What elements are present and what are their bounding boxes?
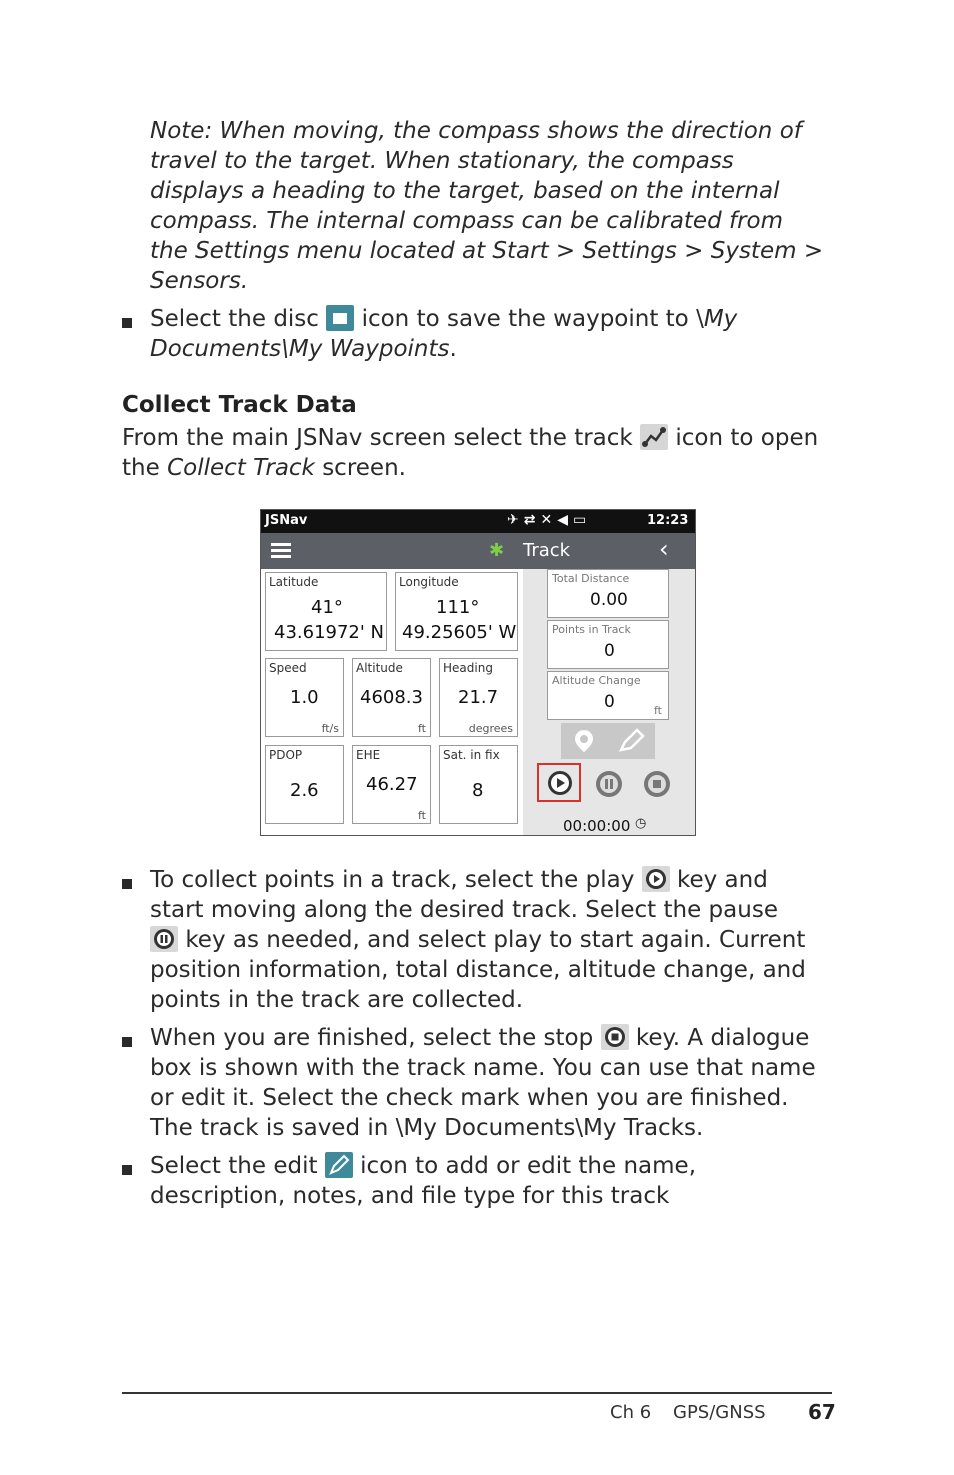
speed-cell (265, 658, 344, 737)
unit: ft/s (321, 722, 339, 735)
note-line: displays a heading to the target, based on the internal (150, 178, 780, 204)
bullet-marker (122, 1037, 132, 1047)
text: key and (676, 867, 768, 893)
text: screen. (314, 455, 406, 481)
text: icon to save the waypoint to \ (361, 306, 704, 332)
total-distance-cell (547, 569, 669, 618)
pdop-cell (265, 745, 344, 824)
edit-icon (325, 1152, 353, 1178)
text: . (449, 336, 457, 362)
status-icons: ✈⇄✕◀▭ (507, 512, 592, 528)
menu-icon[interactable] (271, 543, 291, 546)
longitude-cell (395, 572, 518, 651)
edit-pencil-icon[interactable] (617, 728, 645, 754)
text: Documents\My Waypoints (150, 336, 450, 362)
value: 0 (604, 692, 615, 712)
section-body (122, 423, 842, 483)
footer-section: GPS/GNSS (673, 1402, 766, 1423)
value: 21.7 (458, 687, 499, 708)
altitude-change-cell (547, 671, 669, 720)
waypoint-pin-icon[interactable] (571, 728, 597, 754)
text: icon to open (675, 425, 819, 451)
track-screenshot (260, 509, 696, 836)
label: Points in Track (552, 623, 631, 636)
text: The track is saved in \My Documents\My Tracks. (150, 1115, 704, 1141)
value: 0.00 (590, 590, 628, 610)
heading-cell (439, 658, 518, 737)
page-number: 67 (808, 1400, 836, 1424)
text: start moving along the desired track. Select the pause (150, 897, 778, 923)
section-heading: Collect Track Data (122, 392, 357, 418)
pause-key-icon (150, 926, 178, 952)
value: 0 (604, 641, 615, 661)
bullet-disc (150, 304, 850, 364)
label: Altitude Change (552, 674, 641, 687)
note-line: compass. The internal compass can be calibrated from (150, 208, 784, 234)
satellite-icon: ✱ (489, 540, 505, 561)
title-bar (261, 533, 695, 569)
text: When you are finished, select the stop (150, 1025, 594, 1051)
text: To collect points in a track, select the play (150, 867, 635, 893)
text: icon to add or edit the name, (360, 1153, 697, 1179)
value: 1.0 (290, 687, 319, 708)
note-paragraph (150, 116, 840, 296)
text: box is shown with the track name. You can use that name (150, 1055, 816, 1081)
play-key-icon (642, 866, 670, 892)
points-in-track-cell (547, 620, 669, 669)
label: PDOP (269, 748, 303, 762)
bullet-stop (150, 1023, 850, 1143)
altitude-cell (352, 658, 431, 737)
footer-chapter: Ch 6 (610, 1402, 652, 1423)
label: Sat. in fix (443, 748, 500, 762)
stop-icon[interactable] (643, 770, 671, 798)
ehe-cell (352, 745, 431, 824)
bullet-edit (150, 1151, 850, 1211)
note-line: Note: When moving, the compass shows the direction of (150, 118, 802, 144)
value: 49.25605' W (402, 622, 517, 643)
text: position information, total distance, altitude change, and (150, 957, 806, 983)
text: Select the edit (150, 1153, 318, 1179)
value: 41° (311, 597, 343, 618)
text: Select the disc (150, 306, 319, 332)
unit: ft (654, 704, 662, 717)
text: points in the track are collected. (150, 987, 524, 1013)
track-icon (640, 424, 668, 450)
label: Speed (269, 661, 307, 675)
bullet-marker (122, 1165, 132, 1175)
text: Collect Track (167, 455, 315, 481)
bullet-play (150, 865, 850, 1015)
play-button-highlight[interactable] (537, 763, 581, 802)
unit: ft (418, 722, 426, 735)
text: the (122, 455, 168, 481)
play-icon[interactable] (547, 770, 573, 796)
bullet-marker (122, 318, 132, 328)
pause-icon[interactable] (595, 770, 623, 798)
status-bar (261, 510, 695, 533)
value: 8 (472, 780, 484, 801)
value: 43.61972' N (274, 622, 385, 643)
label: Latitude (269, 575, 319, 589)
text: description, notes, and file type for this track (150, 1183, 670, 1209)
label: Altitude (356, 661, 403, 675)
value: 4608.3 (360, 687, 423, 708)
label: Longitude (399, 575, 459, 589)
stop-key-icon (601, 1024, 629, 1050)
sat-fix-cell (439, 745, 518, 824)
value: 2.6 (290, 780, 319, 801)
footer-rule (122, 1392, 832, 1394)
clock-icon: ◷ (635, 816, 647, 831)
unit: ft (418, 809, 426, 822)
text: key as needed, and select play to start again. Current (185, 927, 806, 953)
clock: 12:23 (647, 513, 689, 528)
label: Total Distance (552, 572, 630, 585)
elapsed-timer: 00:00:00 (563, 817, 631, 835)
text: From the main JSNav screen select the track (122, 425, 633, 451)
disc-save-icon (326, 305, 354, 331)
text: key. A dialogue (635, 1025, 810, 1051)
unit: degrees (468, 722, 513, 735)
bullet-marker (122, 879, 132, 889)
value: 46.27 (366, 774, 418, 795)
text: or edit it. Select the check mark when you are finished. (150, 1085, 789, 1111)
note-line: the Settings menu located at Start > Settings > System > (150, 238, 824, 264)
text: My (703, 306, 738, 332)
track-summary-panel (523, 569, 695, 835)
screen-title: Track (523, 540, 571, 561)
label: Heading (443, 661, 493, 675)
back-icon[interactable]: ‹ (659, 535, 669, 563)
note-line: travel to the target. When stationary, the compass (150, 148, 734, 174)
label: EHE (356, 748, 381, 762)
latitude-cell (265, 572, 387, 651)
app-name: JSNav (265, 513, 308, 528)
note-line: Sensors. (150, 268, 249, 294)
action-strip (561, 723, 655, 759)
value: 111° (436, 597, 480, 618)
